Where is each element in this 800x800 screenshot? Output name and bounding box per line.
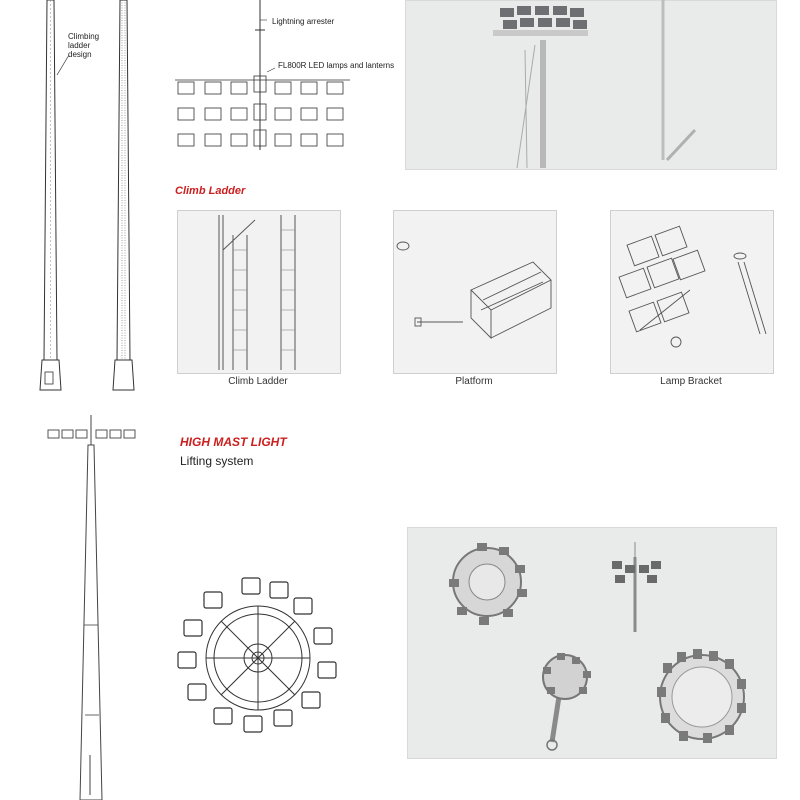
platform-drawing — [393, 210, 555, 372]
lamp-bracket-caption: Lamp Bracket — [660, 376, 722, 387]
climb-ladder-title: Climb Ladder — [175, 185, 246, 197]
mast-photo-render — [405, 0, 775, 168]
lightning-arrester-label: Lightning arrester — [272, 17, 335, 26]
climbing-ladder-leader — [55, 55, 75, 80]
high-mast-pole-diagram — [40, 415, 150, 800]
climb-ladder-caption: Climb Ladder — [228, 376, 288, 387]
climbing-ladder-label: Climbing ladder design — [68, 32, 100, 59]
high-mast-subtitle: Lifting system — [180, 454, 254, 468]
lifting-system-drawing — [170, 570, 350, 745]
lamps-label: FL800R LED lamps and lanterns — [278, 61, 395, 70]
climb-ladder-drawing — [177, 210, 339, 372]
platform-caption: Platform — [455, 376, 493, 387]
high-mast-title: HIGH MAST LIGHT — [180, 435, 287, 449]
tall-pole-diagram-right — [108, 0, 148, 395]
lamp-bracket-drawing — [610, 210, 772, 372]
lifting-photo-render — [407, 527, 775, 757]
